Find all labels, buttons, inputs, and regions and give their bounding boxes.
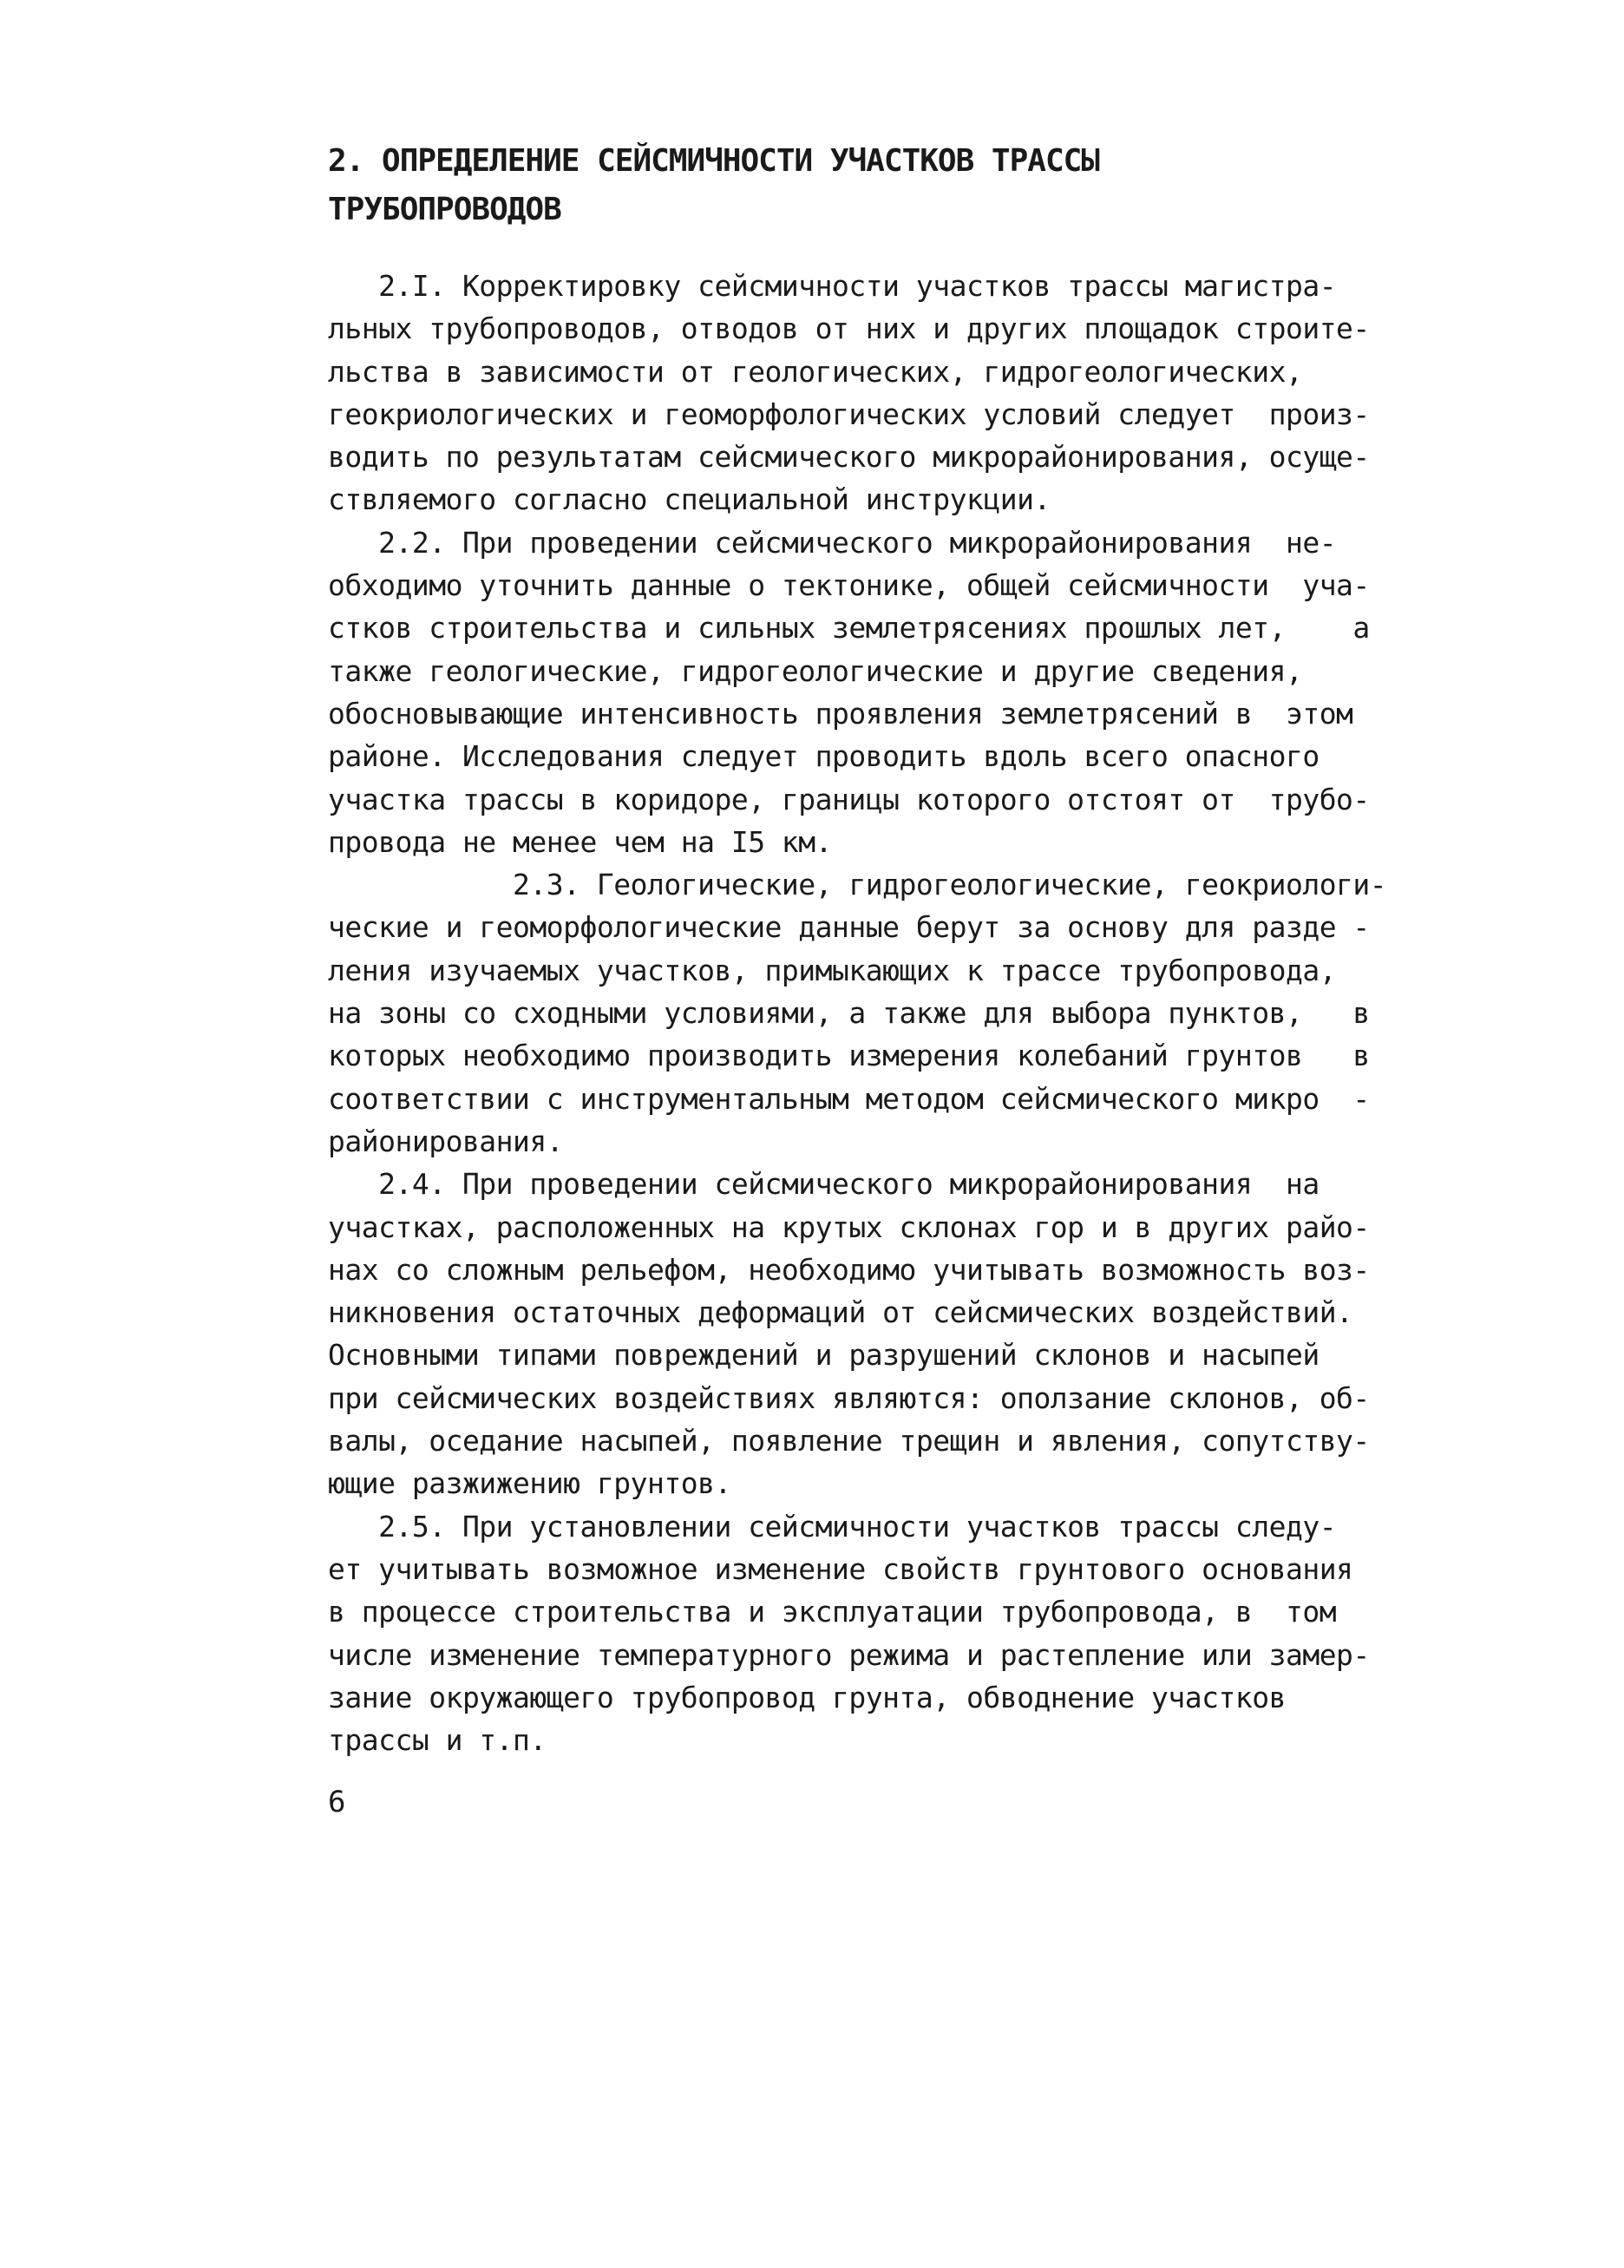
text-line: ления изучаемых участков, примыкающих к трассе трубопровода, [328, 953, 1337, 987]
text-line: обосновывающие интенсивность проявления землетрясений в этом [328, 696, 1353, 731]
text-line: нах со сложным рельефом, необходимо учитывать возможность воз- [328, 1252, 1370, 1287]
text-line: участках, расположенных на крутых склонах гор и в других райо- [328, 1209, 1370, 1244]
text-line: геокриологических и геоморфологических условий следует произ- [328, 397, 1370, 431]
text-line: ет учитывать возможное изменение свойств грунтового основания [328, 1551, 1353, 1586]
text-line: при сейсмических воздействиях являются: оползание склонов, об- [328, 1380, 1370, 1415]
section-heading-line-2: ТРУБОПРОВОДОВ [328, 192, 561, 227]
text-line: соответствии с инструментальным методом сейсмического микро - [328, 1081, 1370, 1116]
text-line: водить по результатам сейсмического микрорайонирования, осуще- [328, 440, 1370, 475]
text-line: обходимо уточнить данные о тектонике, общей сейсмичности уча- [328, 568, 1370, 603]
text-line: участка трассы в коридоре, границы которого отстоят от трубо- [328, 782, 1370, 816]
text-line: никновения остаточных деформаций от сейсмических воздействий. [328, 1295, 1353, 1330]
text-line: районирования. [328, 1124, 564, 1158]
text-line: в процессе строительства и эксплуатации трубопровода, в том [328, 1595, 1337, 1629]
body-text [328, 265, 1412, 1761]
text-line: районе. Исследования следует проводить вдоль всего опасного [328, 739, 1320, 774]
text-line: которых необходимо производить измерения колебаний грунтов в [328, 1039, 1370, 1073]
text-line: ческие и геоморфологические данные берут за основу для разде - [328, 910, 1370, 945]
text-line: стков строительства и сильных землетрясениях прошлых лет, а [328, 611, 1370, 646]
text-line: также геологические, гидрогеологические и другие сведения, [328, 653, 1303, 688]
text-line: ющие разжижению грунтов. [328, 1466, 731, 1501]
page-number: 6 [328, 1785, 346, 1819]
text-line: на зоны со сходными условиями, а также для выбора пунктов, в [328, 996, 1370, 1031]
text-line: 2.3. Геологические, гидрогеологические, геокриологи- [328, 868, 1387, 902]
text-line: 2.4. При проведении сейсмического микрорайонирования на [328, 1167, 1320, 1202]
text-line: провода не менее чем на I5 км. [328, 824, 833, 859]
text-line: зание окружающего трубопровод грунта, обводнение участков [328, 1680, 1286, 1714]
text-line: 2.I. Корректировку сейсмичности участков трассы магистра- [328, 269, 1337, 303]
text-line: льства в зависимости от геологических, гидрогеологических, [328, 354, 1303, 389]
text-line: валы, оседание насыпей, появление трещин и явления, сопутству- [328, 1424, 1370, 1458]
text-line: Основными типами повреждений и разрушений склонов и насыпей [328, 1338, 1320, 1373]
section-heading [328, 137, 1456, 234]
text-line: 2.5. При установлении сейсмичности участков трассы следу- [328, 1509, 1337, 1544]
text-line: числе изменение температурного режима и растепление или замер- [328, 1637, 1370, 1672]
section-heading-line-1: 2. ОПРЕДЕЛЕНИЕ СЕЙСМИЧНОСТИ УЧАСТКОВ ТРАССЫ [328, 143, 1099, 179]
text-line: трассы и т.п. [328, 1723, 547, 1758]
text-line: ствляемого согласно специальной инструкции. [328, 482, 1051, 517]
text-line: льных трубопроводов, отводов от них и других площадок строите- [328, 311, 1370, 346]
text-line: 2.2. При проведении сейсмического микрорайонирования не- [328, 525, 1337, 560]
